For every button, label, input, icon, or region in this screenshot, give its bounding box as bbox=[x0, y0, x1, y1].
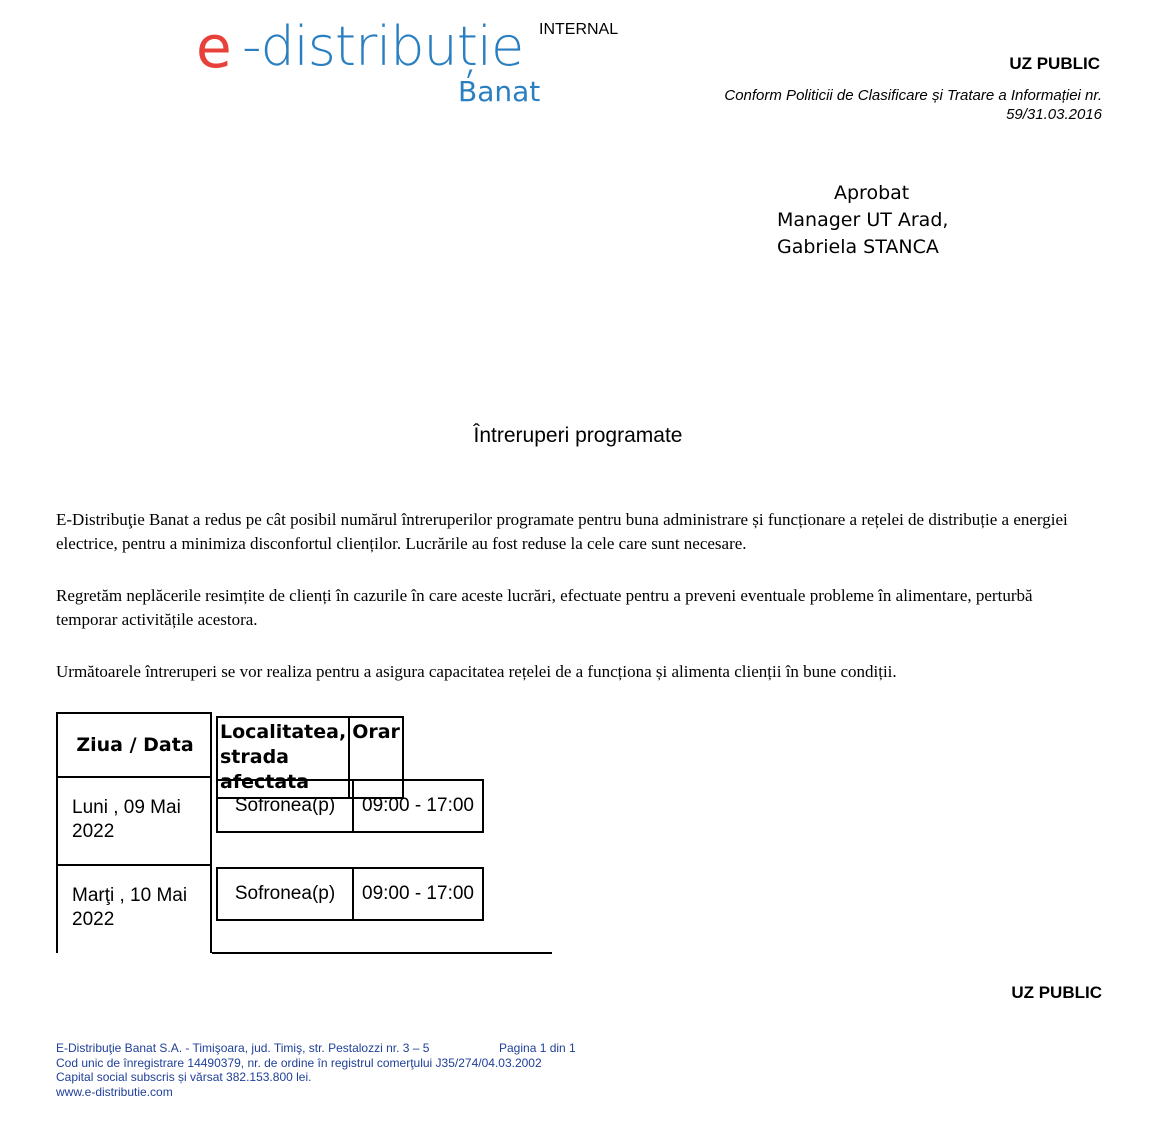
logo-e-letter: e bbox=[196, 13, 231, 81]
approval-block bbox=[777, 180, 948, 261]
table-cell-time-1: 09:00 - 17:00 bbox=[362, 795, 474, 816]
footer bbox=[56, 1041, 576, 1099]
page-number: Pagina 1 din 1 bbox=[499, 1041, 576, 1055]
table-cell-day-2: Marţi , 10 Mai 2022 bbox=[72, 885, 188, 930]
paragraph-3: Următoarele întreruperi se vor realiza pentru a asigura capacitatea rețelei de a funcționa și alimenta clienții în bune condiții. bbox=[56, 662, 897, 681]
footer-capital: Capital social subscris și vărsat 382.153.800 lei. bbox=[56, 1070, 312, 1084]
policy-note bbox=[662, 86, 1102, 124]
table-row bbox=[216, 779, 484, 833]
approval-line-3: Gabriela STANCA bbox=[777, 236, 939, 258]
table-bottom-border bbox=[212, 952, 552, 954]
approval-line-2: Manager UT Arad, bbox=[777, 209, 949, 231]
table-cell-day-1: Luni , 09 Mai 2022 bbox=[58, 778, 212, 866]
table-header-location: Localitatea, strada afectata bbox=[220, 721, 347, 793]
logo-region: Banat bbox=[458, 75, 541, 108]
table-cell-location-1: Sofronea(p) bbox=[218, 781, 354, 831]
table-cell-location-2: Sofronea(p) bbox=[218, 869, 354, 919]
footer-website[interactable]: www.e-distributie.com bbox=[56, 1084, 173, 1099]
table-header-day: Ziua / Data bbox=[58, 714, 212, 778]
table-header-time: Orar bbox=[348, 718, 402, 797]
paragraph-1: E-Distribuţie Banat a redus pe cât posibil numărul întreruperilor programate pentru buna administrare și funcționare a rețelei de distribuție a energiei electrice, pentru a minimiza disconfortul clienților. Lucrările au fost reduse la cele care sunt necesare. bbox=[56, 510, 1068, 553]
classification-label-top: UZ PUBLIC bbox=[1009, 54, 1100, 73]
policy-line-1: Conform Politicii de Clasificare și Tratare a Informației nr. bbox=[724, 87, 1102, 104]
footer-address: E-Distribuţie Banat S.A. - Timişoara, jud. Timiş, str. Pestalozzi nr. 3 – 5 bbox=[56, 1041, 430, 1055]
day-column bbox=[56, 712, 212, 953]
paragraph-2: Regretăm neplăcerile resimțite de clienți în cazurile în care aceste lucrări, efectuate pentru a preveni eventuale probleme în alimentare, perturbă temporar activitățile acestora. bbox=[56, 586, 1033, 629]
internal-label: INTERNAL bbox=[539, 21, 619, 38]
table-cell-time-2: 09:00 - 17:00 bbox=[362, 883, 474, 904]
table-row bbox=[216, 867, 484, 921]
policy-line-2: 59/31.03.2016 bbox=[1006, 106, 1102, 123]
classification-label-bottom: UZ PUBLIC bbox=[1011, 983, 1102, 1002]
logo-wordmark: -distribuție bbox=[242, 15, 524, 78]
footer-registration: Cod unic de înregistrare 14490379, nr. de ordine în registrul comerţului J35/274/04.03.2002 bbox=[56, 1055, 542, 1070]
document-title: Întreruperi programate bbox=[473, 424, 683, 447]
approval-line-1: Aprobat bbox=[834, 182, 910, 204]
